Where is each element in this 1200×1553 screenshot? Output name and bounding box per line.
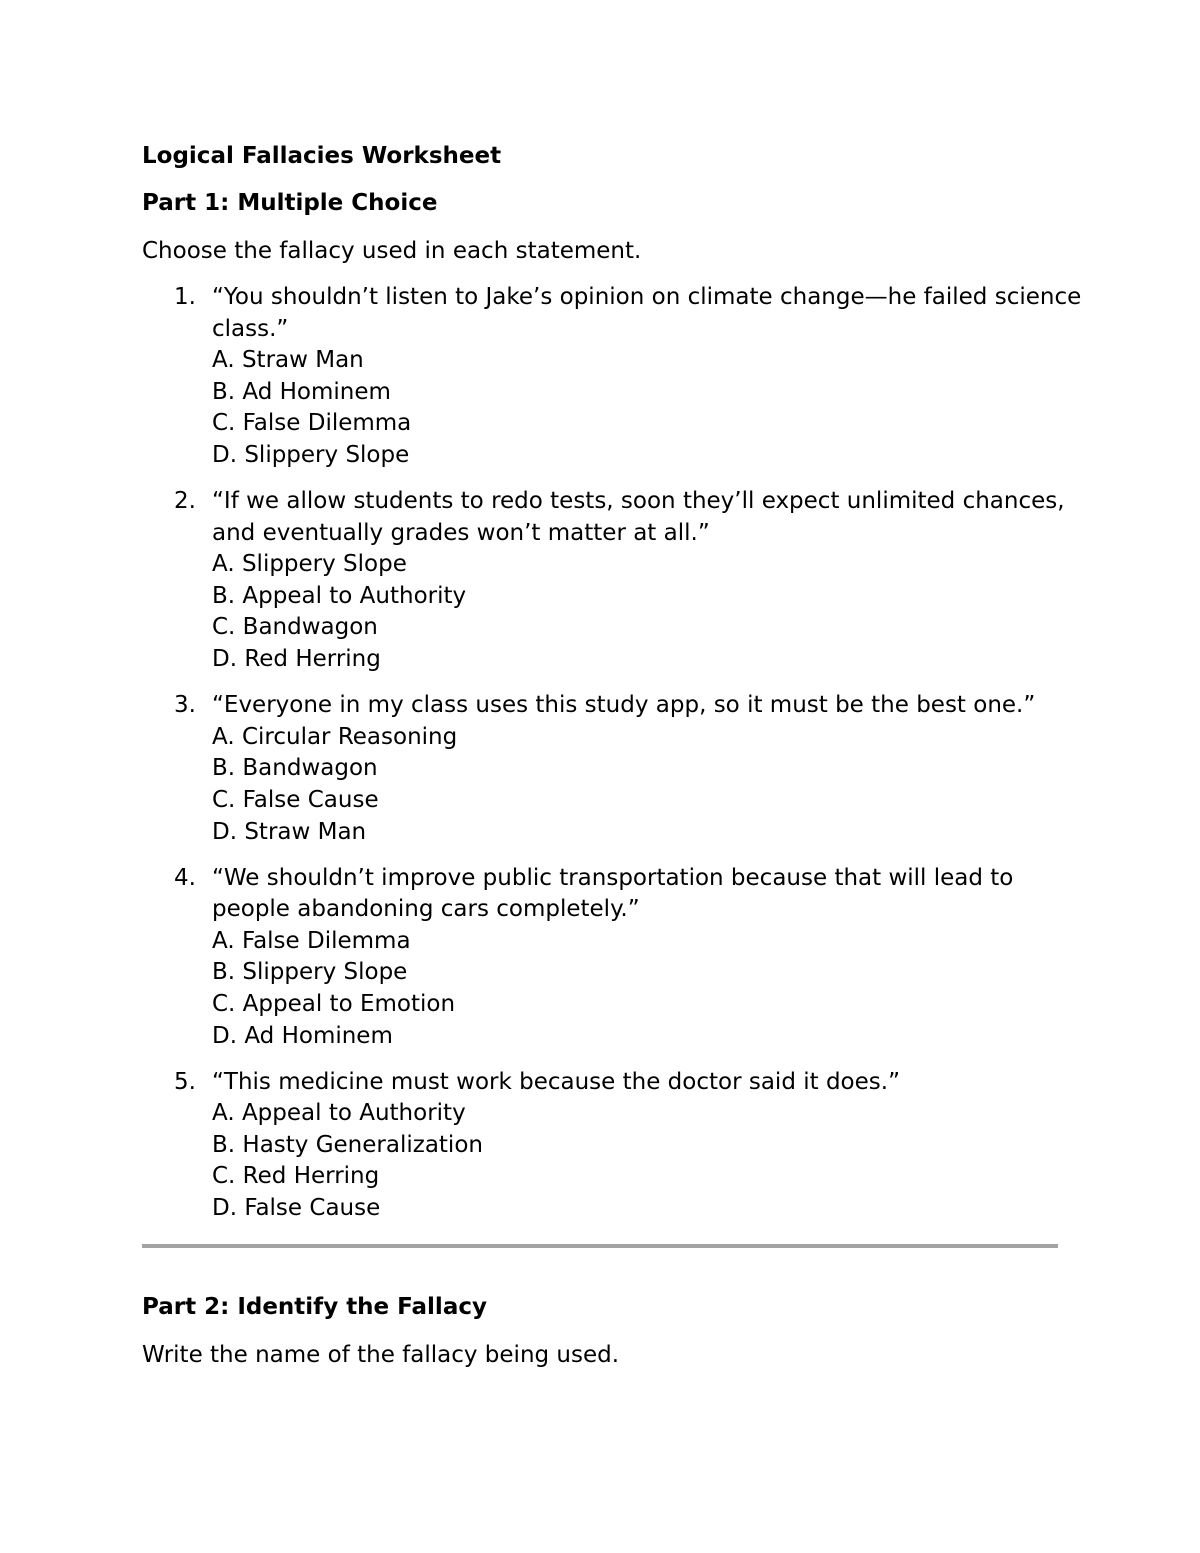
question-stem: “If we allow students to redo tests, soon they’ll expect unlimited chances, and eventually grades won’t matter at all.”: [212, 488, 1065, 546]
option-a: A. Circular Reasoning: [212, 723, 458, 750]
option-b: B. Ad Hominem: [212, 378, 391, 405]
question-number: 1.: [174, 284, 196, 310]
question-number: 4.: [174, 864, 196, 891]
worksheet-title: Logical Fallacies Worksheet: [142, 143, 502, 169]
question-5: [174, 1067, 1082, 1225]
question-stem: “This medicine must work because the doctor said it does.”: [212, 1068, 900, 1095]
question-number: 3.: [174, 692, 196, 719]
question-2: [174, 486, 1082, 676]
option-a: A. Slippery Slope: [212, 551, 407, 578]
question-1: [174, 282, 1082, 472]
part1-instructions: Choose the fallacy used in each statement.: [142, 238, 642, 264]
question-stem: “Everyone in my class uses this study app, so it must be the best one.”: [212, 692, 1036, 719]
question-4: [174, 863, 1082, 1053]
question-number: 2.: [174, 488, 196, 515]
option-d: D. Slippery Slope: [212, 441, 410, 468]
option-c: C. Bandwagon: [212, 614, 378, 641]
option-a: A. Appeal to Authority: [212, 1100, 466, 1127]
option-a: A. Straw Man: [212, 347, 364, 374]
question-number: 5.: [174, 1068, 196, 1095]
option-d: D. Ad Hominem: [212, 1022, 393, 1049]
question-list: [174, 282, 1082, 1239]
option-d: D. False Cause: [212, 1195, 381, 1222]
part2-instructions: Write the name of the fallacy being used.: [142, 1342, 620, 1368]
question-stem: “You shouldn’t listen to Jake’s opinion on climate change—he failed science class.”: [212, 284, 1082, 342]
option-b: B. Appeal to Authority: [212, 582, 467, 609]
option-d: D. Straw Man: [212, 818, 367, 845]
part1-heading: Part 1: Multiple Choice: [142, 190, 438, 216]
option-c: C. Appeal to Emotion: [212, 990, 456, 1017]
option-c: C. Red Herring: [212, 1163, 380, 1190]
option-d: D. Red Herring: [212, 646, 381, 673]
question-3: [174, 690, 1082, 848]
option-c: C. False Dilemma: [212, 410, 412, 437]
option-a: A. False Dilemma: [212, 927, 411, 954]
option-b: B. Slippery Slope: [212, 959, 408, 986]
part2-heading: Part 2: Identify the Fallacy: [142, 1294, 487, 1320]
section-divider: [142, 1244, 1058, 1248]
option-b: B. Bandwagon: [212, 755, 378, 782]
option-c: C. False Cause: [212, 786, 379, 813]
option-b: B. Hasty Generalization: [212, 1131, 483, 1158]
question-stem: “We shouldn’t improve public transportation because that will lead to people abandoning cars completely.”: [212, 864, 1014, 923]
